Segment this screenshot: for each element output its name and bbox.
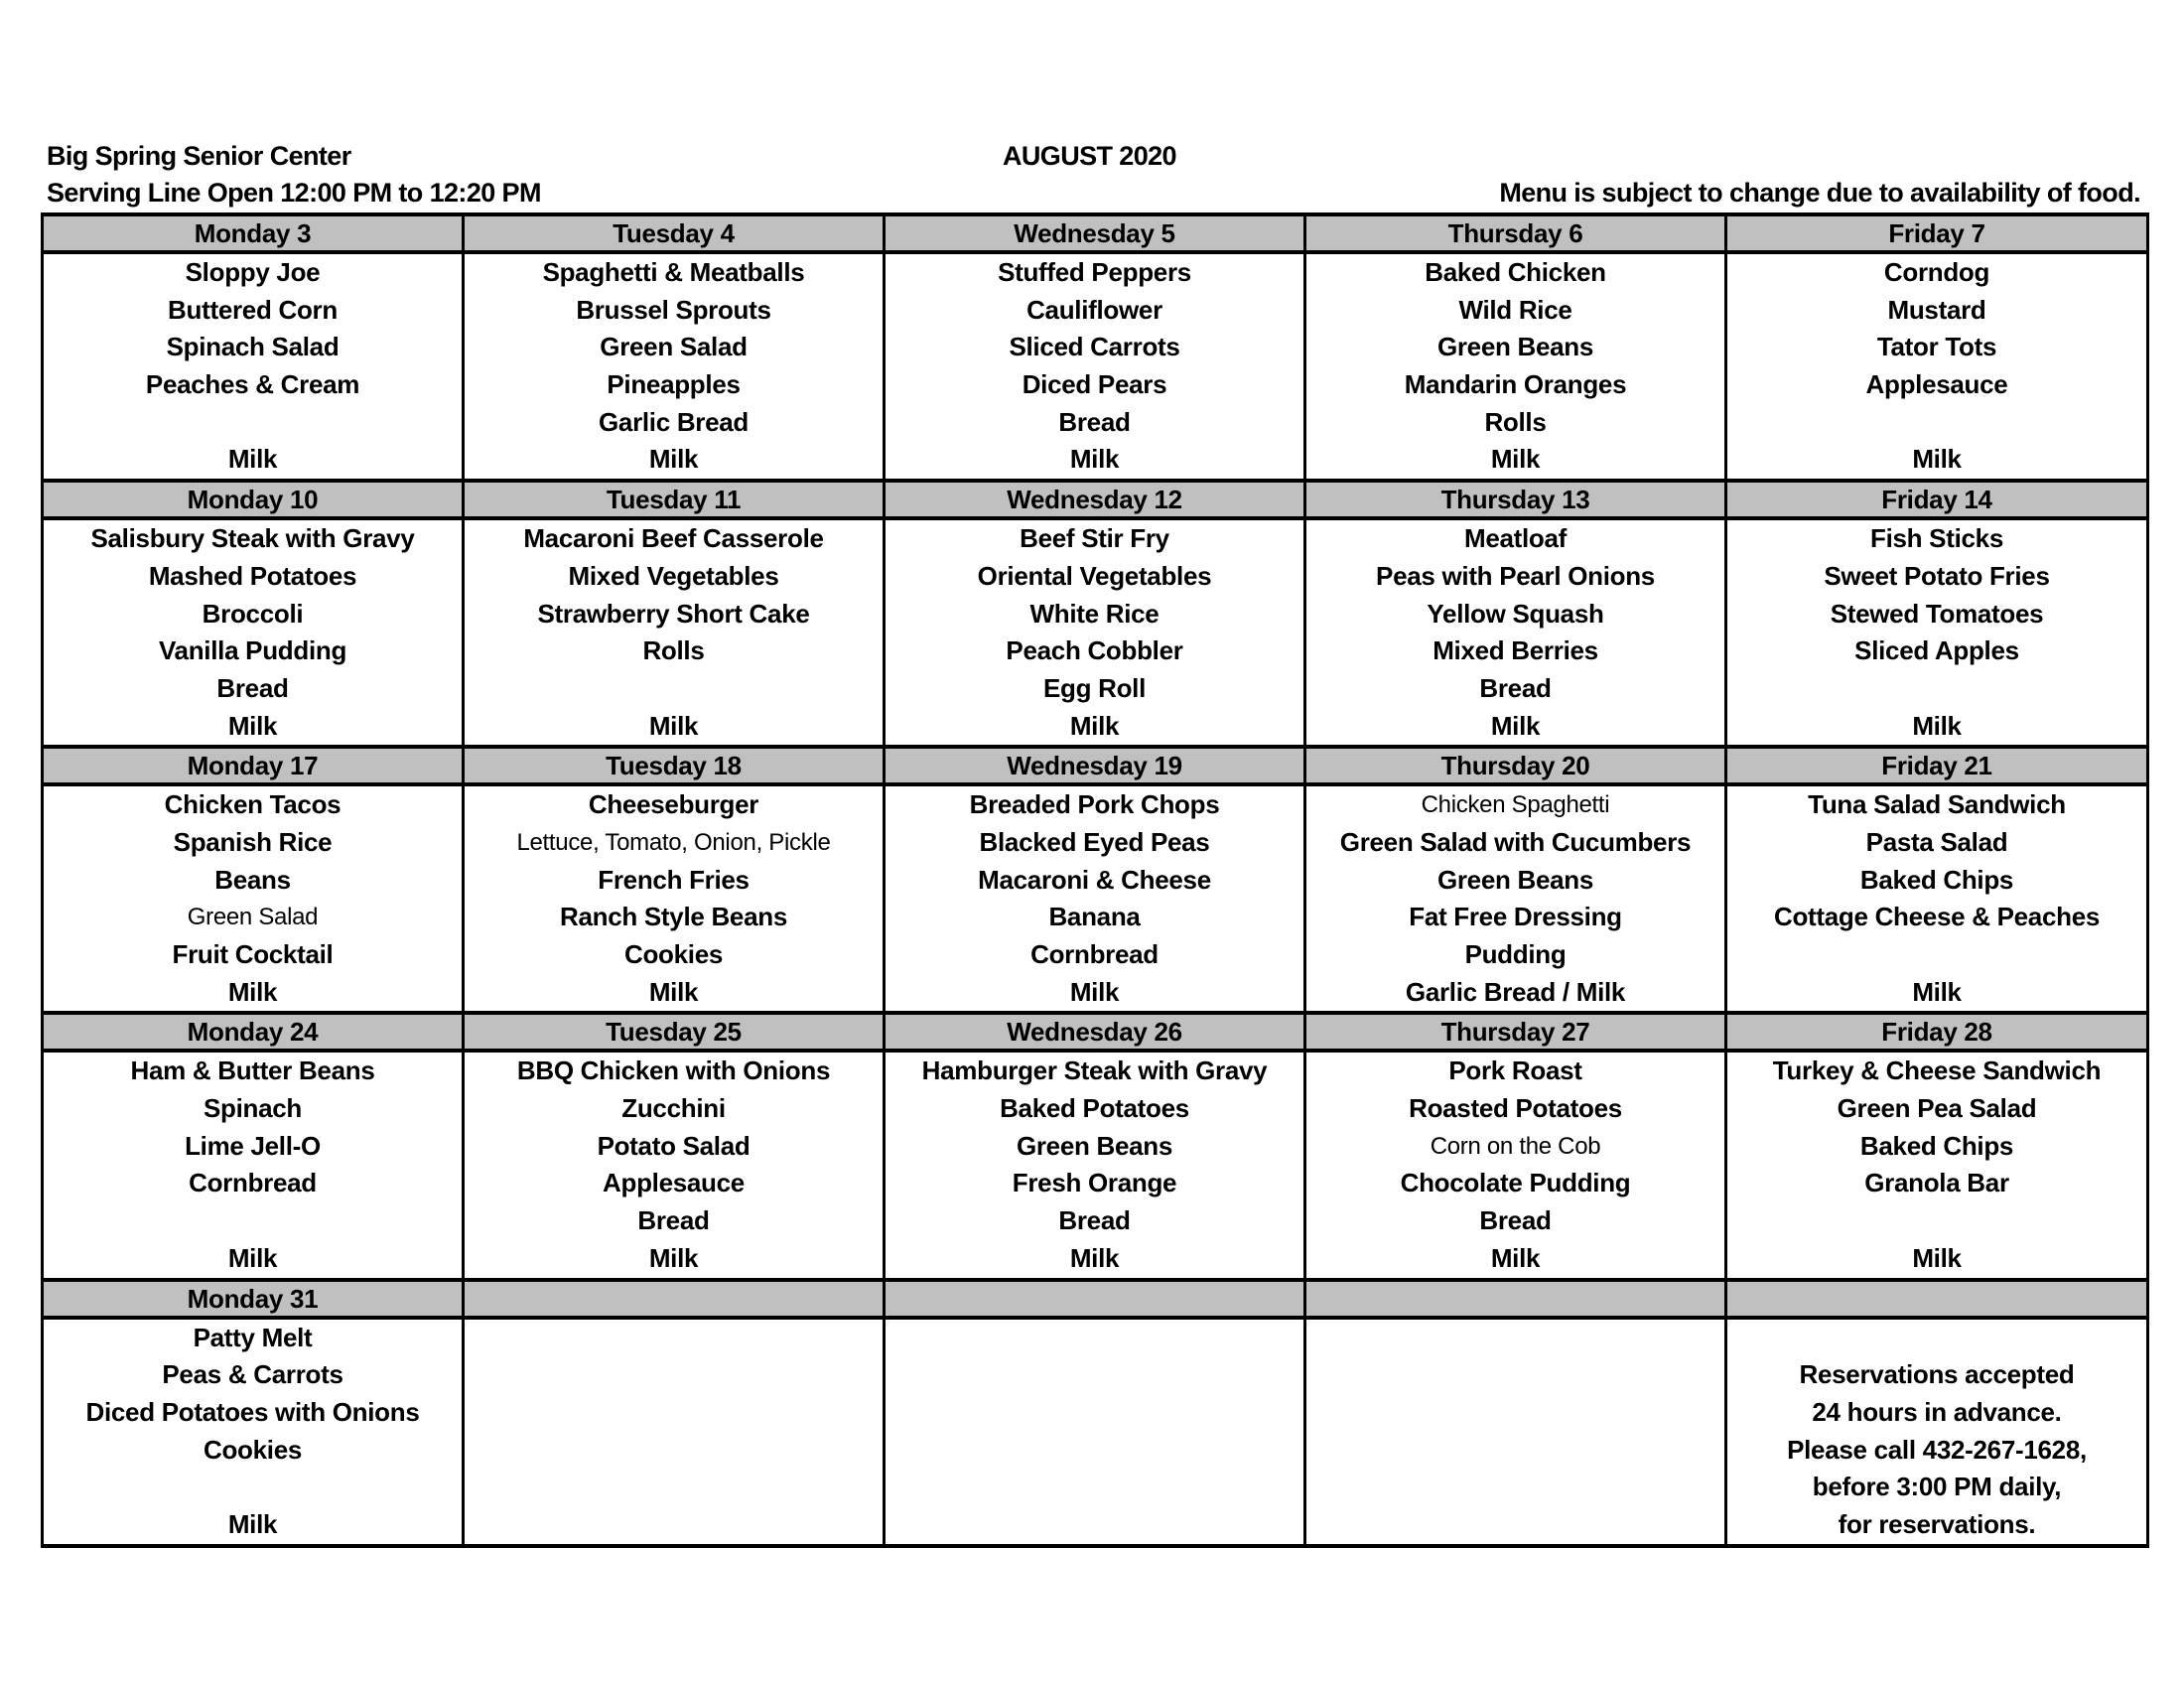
- menu-item: Green Salad with Cucumbers: [1339, 826, 1692, 857]
- menu-item: Baked Chicken: [1425, 257, 1606, 287]
- empty-day-header: [885, 1280, 1305, 1318]
- day-header: Tuesday 4: [464, 214, 885, 252]
- menu-item: Milk: [1912, 1242, 1962, 1273]
- day-header: Tuesday 25: [464, 1013, 885, 1051]
- menu-item: Milk: [1069, 444, 1120, 475]
- reservations-note-line: Please call 432-267-1628,: [1787, 1434, 2087, 1465]
- reservations-note-line: for reservations.: [1838, 1508, 2036, 1539]
- day-header: Monday 10: [43, 481, 464, 518]
- menu-item: Green Beans: [1436, 864, 1594, 895]
- menu-item: Green Salad: [600, 332, 748, 362]
- menu-item: Baked Chips: [1859, 1130, 2014, 1161]
- menu-item: Cauliflower: [1026, 294, 1162, 325]
- day-header: Wednesday 5: [885, 214, 1305, 252]
- day-menu-cell: [885, 1051, 1305, 1279]
- menu-item: [465, 670, 883, 708]
- menu-item: Fresh Orange: [1012, 1168, 1177, 1198]
- menu-item: Bread: [637, 1205, 710, 1236]
- menu-item: Bread: [1479, 672, 1552, 703]
- menu-item: [465, 1320, 883, 1357]
- menu-item: Meatloaf: [1463, 523, 1568, 554]
- menu-item: Corndog: [1883, 257, 1990, 287]
- menu-item: Macaroni & Cheese: [978, 864, 1211, 895]
- day-header: Friday 21: [1726, 747, 2148, 784]
- menu-item: [465, 1506, 883, 1544]
- day-header: Wednesday 19: [885, 747, 1305, 784]
- menu-item: [886, 1320, 1303, 1357]
- menu-item: BBQ Chicken with Onions: [516, 1055, 831, 1086]
- menu-item: Fruit Cocktail: [172, 939, 334, 969]
- menu-item: Pineapples: [607, 369, 741, 400]
- menu-item: Spinach: [203, 1093, 303, 1124]
- menu-item: Garlic Bread / Milk: [1405, 976, 1626, 1007]
- menu-item: Zucchini: [621, 1093, 726, 1124]
- reservations-note-line: Reservations accepted: [1799, 1359, 2075, 1390]
- menu-item: Milk: [227, 1242, 278, 1273]
- menu-item: Mixed Vegetables: [568, 560, 779, 591]
- day-header: Friday 14: [1726, 481, 2148, 518]
- menu-item: Brussel Sprouts: [576, 294, 771, 325]
- menu-item: Baked Potatoes: [1000, 1093, 1189, 1124]
- menu-item: Garlic Bread: [598, 406, 750, 437]
- menu-item: [886, 1394, 1303, 1432]
- menu-item: Milk: [1912, 710, 1962, 741]
- empty-day-cell: [1305, 1318, 1726, 1546]
- day-header: Thursday 6: [1305, 214, 1726, 252]
- week-header-row: [43, 1013, 2148, 1051]
- menu-item: Chocolate Pudding: [1400, 1168, 1631, 1198]
- menu-item: Yellow Squash: [1427, 598, 1604, 629]
- day-header: Wednesday 26: [885, 1013, 1305, 1051]
- menu-item: Salisbury Steak with Gravy: [90, 523, 415, 554]
- menu-item: Tator Tots: [1876, 332, 1997, 362]
- menu-item: Milk: [1490, 710, 1541, 741]
- menu-item: Cheeseburger: [588, 789, 759, 820]
- menu-item: [1306, 1506, 1724, 1544]
- menu-item: White Rice: [1029, 598, 1160, 629]
- empty-day-header: [464, 1280, 885, 1318]
- menu-item: Broccoli: [202, 598, 304, 629]
- empty-day-header: [1305, 1280, 1726, 1318]
- menu-item: Mixed Berries: [1433, 635, 1598, 666]
- day-header: Monday 3: [43, 214, 464, 252]
- menu-item: [1306, 1356, 1724, 1394]
- reservations-note-line: 24 hours in advance.: [1812, 1396, 2062, 1427]
- week-header-row: [43, 481, 2148, 518]
- menu-item: Oriental Vegetables: [977, 560, 1212, 591]
- menu-month: AUGUST 2020: [1003, 141, 1176, 171]
- menu-item: [465, 1394, 883, 1432]
- week-menu-row: [43, 518, 2148, 747]
- day-menu-cell: [1726, 784, 2148, 1013]
- menu-item: Peach Cobbler: [1006, 635, 1183, 666]
- menu-item: Stewed Tomatoes: [1830, 598, 2044, 629]
- serving-hours: Serving Line Open 12:00 PM to 12:20 PM: [47, 178, 541, 208]
- week-header-row: [43, 214, 2148, 252]
- menu-item: [1727, 404, 2146, 442]
- menu-item: Milk: [1912, 444, 1962, 475]
- menu-calendar: [41, 212, 2149, 1548]
- day-header: Tuesday 18: [464, 747, 885, 784]
- menu-disclaimer: Menu is subject to change due to availability of food.: [1499, 178, 2140, 208]
- menu-item: [1727, 670, 2146, 708]
- menu-item: [44, 1469, 462, 1506]
- day-menu-cell: [1305, 1051, 1726, 1279]
- menu-item: Cornbread: [189, 1168, 317, 1198]
- menu-item: [1306, 1394, 1724, 1432]
- day-menu-cell: [1305, 252, 1726, 481]
- menu-item: Cookies: [203, 1434, 303, 1465]
- menu-item: Ranch Style Beans: [560, 902, 787, 932]
- menu-item: [886, 1356, 1303, 1394]
- menu-item: Diced Potatoes with Onions: [85, 1396, 420, 1427]
- menu-item: Lettuce, Tomato, Onion, Pickle: [516, 828, 831, 856]
- menu-item: [44, 404, 462, 442]
- empty-day-cell: [464, 1318, 885, 1546]
- menu-item: Mashed Potatoes: [148, 560, 357, 591]
- day-header: Tuesday 11: [464, 481, 885, 518]
- menu-item: Green Beans: [1436, 332, 1594, 362]
- menu-item: Peas & Carrots: [162, 1359, 343, 1390]
- menu-item: Roasted Potatoes: [1409, 1093, 1622, 1124]
- menu-item: Milk: [1069, 1242, 1120, 1273]
- menu-item: Turkey & Cheese Sandwich: [1772, 1055, 2102, 1086]
- day-header: Thursday 27: [1305, 1013, 1726, 1051]
- menu-item: [1727, 936, 2146, 974]
- menu-item: Milk: [227, 710, 278, 741]
- menu-item: Chicken Tacos: [164, 789, 341, 820]
- menu-item: Bread: [1058, 406, 1131, 437]
- menu-item: Cottage Cheese & Peaches: [1773, 902, 2101, 932]
- menu-item: Stuffed Peppers: [998, 257, 1191, 287]
- menu-item: Milk: [1069, 976, 1120, 1007]
- day-menu-cell: [885, 252, 1305, 481]
- menu-item: French Fries: [598, 864, 750, 895]
- menu-item: Fish Sticks: [1870, 523, 2003, 554]
- menu-item: Spaghetti & Meatballs: [542, 257, 805, 287]
- menu-item: Beef Stir Fry: [1020, 523, 1169, 554]
- menu-item: Milk: [648, 976, 699, 1007]
- menu-item: [1306, 1469, 1724, 1506]
- week-menu-row: [43, 1318, 2148, 1546]
- menu-item: Chicken Spaghetti: [1421, 791, 1610, 819]
- menu-item: Strawberry Short Cake: [537, 598, 810, 629]
- menu-item: Bread: [1479, 1205, 1552, 1236]
- day-header: Monday 17: [43, 747, 464, 784]
- menu-item: Hamburger Steak with Gravy: [921, 1055, 1268, 1086]
- menu-item: [886, 1469, 1303, 1506]
- menu-item: Green Beans: [1016, 1130, 1173, 1161]
- day-menu-cell: [43, 252, 464, 481]
- menu-item: Milk: [227, 1508, 278, 1539]
- week-header-row: [43, 1280, 2148, 1318]
- menu-item: [1306, 1432, 1724, 1470]
- menu-item: Applesauce: [1865, 369, 2008, 400]
- day-menu-cell: [464, 784, 885, 1013]
- day-header: Thursday 20: [1305, 747, 1726, 784]
- day-menu-cell: [1726, 518, 2148, 747]
- day-menu-cell: [43, 1051, 464, 1279]
- menu-item: Macaroni Beef Casserole: [523, 523, 824, 554]
- menu-item: Egg Roll: [1042, 672, 1147, 703]
- menu-item: Mustard: [1887, 294, 1986, 325]
- menu-item: Bread: [1058, 1205, 1131, 1236]
- day-menu-cell: [1305, 784, 1726, 1013]
- menu-item: Blacked Eyed Peas: [979, 826, 1210, 857]
- menu-item: Lime Jell-O: [185, 1130, 321, 1161]
- menu-item: Green Salad: [187, 904, 319, 931]
- reservations-note-line: before 3:00 PM daily,: [1812, 1472, 2062, 1502]
- menu-item: Milk: [227, 444, 278, 475]
- day-header: Wednesday 12: [885, 481, 1305, 518]
- day-menu-cell: [1305, 518, 1726, 747]
- menu-item: Rolls: [642, 635, 705, 666]
- menu-item: Buttered Corn: [168, 294, 338, 325]
- menu-item: Mandarin Oranges: [1404, 369, 1627, 400]
- day-menu-cell: [464, 252, 885, 481]
- day-menu-cell: [1726, 1051, 2148, 1279]
- menu-item: Diced Pears: [1022, 369, 1167, 400]
- menu-item: Sliced Apples: [1854, 635, 2019, 666]
- empty-day-cell: [885, 1318, 1305, 1546]
- menu-item: Sloppy Joe: [185, 257, 321, 287]
- reservations-note-line: [1727, 1320, 2146, 1357]
- menu-item: Peaches & Cream: [145, 369, 360, 400]
- menu-item: Cornbread: [1030, 939, 1159, 969]
- menu-item: Milk: [648, 444, 699, 475]
- menu-item: Milk: [648, 710, 699, 741]
- menu-item: Wild Rice: [1458, 294, 1572, 325]
- week-menu-row: [43, 784, 2148, 1013]
- menu-item: Tuna Salad Sandwich: [1808, 789, 2066, 820]
- menu-item: [886, 1432, 1303, 1470]
- empty-day-header: [1726, 1280, 2148, 1318]
- day-menu-cell: [43, 518, 464, 747]
- menu-item: Bread: [216, 672, 289, 703]
- menu-item: Spinach Salad: [166, 332, 340, 362]
- menu-item: Peas with Pearl Onions: [1376, 560, 1655, 591]
- menu-item: [44, 1202, 462, 1240]
- menu-item: Sweet Potato Fries: [1824, 560, 2050, 591]
- menu-item: Rolls: [1484, 406, 1547, 437]
- menu-item: Spanish Rice: [173, 826, 333, 857]
- week-header-row: [43, 747, 2148, 784]
- day-menu-cell: [885, 784, 1305, 1013]
- menu-item: Milk: [1912, 976, 1962, 1007]
- menu-item: Vanilla Pudding: [158, 635, 347, 666]
- menu-item: Patty Melt: [193, 1322, 313, 1352]
- menu-item: Potato Salad: [597, 1130, 751, 1161]
- menu-item: Corn on the Cob: [1430, 1132, 1601, 1160]
- week-menu-row: [43, 252, 2148, 481]
- menu-item: Pasta Salad: [1865, 826, 2008, 857]
- menu-item: Ham & Butter Beans: [130, 1055, 375, 1086]
- menu-item: [1727, 1202, 2146, 1240]
- menu-item: Milk: [1490, 444, 1541, 475]
- menu-item: [465, 1469, 883, 1506]
- menu-item: Baked Chips: [1859, 864, 2014, 895]
- menu-item: Banana: [1048, 902, 1141, 932]
- menu-item: Breaded Pork Chops: [969, 789, 1220, 820]
- menu-item: Fat Free Dressing: [1409, 902, 1622, 932]
- menu-item: Applesauce: [603, 1168, 745, 1198]
- menu-item: Cookies: [623, 939, 724, 969]
- day-header: Friday 7: [1726, 214, 2148, 252]
- day-header: Monday 31: [43, 1280, 464, 1318]
- menu-item: [465, 1356, 883, 1394]
- day-menu-cell: [464, 1051, 885, 1279]
- week-menu-row: [43, 1051, 2148, 1279]
- menu-item: Green Pea Salad: [1837, 1093, 2037, 1124]
- day-menu-cell: [464, 518, 885, 747]
- menu-item: Milk: [1490, 1242, 1541, 1273]
- menu-item: Beans: [214, 864, 291, 895]
- menu-item: [886, 1506, 1303, 1544]
- day-header: Friday 28: [1726, 1013, 2148, 1051]
- menu-item: Sliced Carrots: [1009, 332, 1180, 362]
- menu-item: Milk: [1069, 710, 1120, 741]
- menu-item: Granola Bar: [1864, 1168, 2009, 1198]
- day-menu-cell: [43, 1318, 464, 1546]
- day-menu-cell: [1726, 252, 2148, 481]
- day-header: Thursday 13: [1305, 481, 1726, 518]
- organization-name: Big Spring Senior Center: [47, 141, 351, 171]
- menu-item: Milk: [227, 976, 278, 1007]
- reservations-note: [1726, 1318, 2148, 1546]
- menu-item: Pudding: [1464, 939, 1567, 969]
- menu-item: Milk: [648, 1242, 699, 1273]
- day-menu-cell: [885, 518, 1305, 747]
- menu-item: [1306, 1320, 1724, 1357]
- menu-item: [465, 1432, 883, 1470]
- day-header: Monday 24: [43, 1013, 464, 1051]
- day-menu-cell: [43, 784, 464, 1013]
- menu-item: Pork Roast: [1448, 1055, 1582, 1086]
